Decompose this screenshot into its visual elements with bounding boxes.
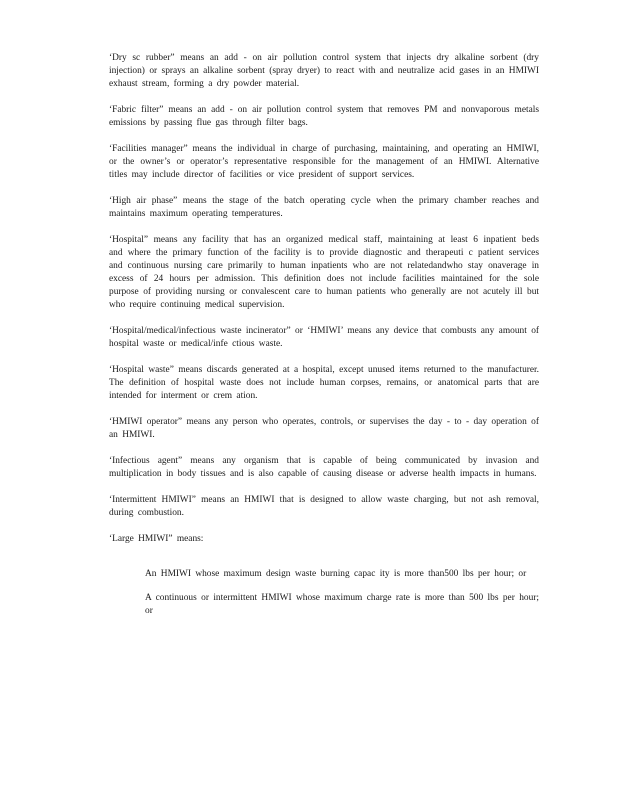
definition-hmiwi: ‘Hospital/medical/infectious waste incinerator” or ‘HMIWI’ means any device that combusts any amount of hospital waste or medical/infe ctious waste. [109,326,539,349]
definition-infectious-agent: ‘Infectious agent” means any organism that is capable of being communicated by invasion and multiplication in body tissues and is also capable of causing disease or adverse health impacts in humans. [109,456,539,479]
definition-hospital: ‘Hospital” means any facility that has an organized medical staff, maintaining at least 6 inpatient beds and where the primary function of the facility is to provide diagnostic and therapeuti c patient services and continuous nursing care primarily to human inpatients who are not relatedandwho stay onaverage in excess of 24 hours per admission. This definition does not include facilities maintained for the sole purpose of providing nursing or convalescent care to human patients who generally are not acutely ill but who require continuing medical supervision. [109,235,539,310]
definition-high-air-phase: ‘High air phase” means the stage of the batch operating cycle when the primary chamber reaches and maintains maximum operating temperatures. [109,196,539,219]
definition-hmiwi-operator: ‘HMIWI operator” means any person who operates, controls, or supervises the day - to - day operation of an HMIWI. [109,417,539,440]
document-body [109,52,539,629]
definition-hospital-waste: ‘Hospital waste” means discards generated at a hospital, except unused items returned to the manufacturer. The definition of hospital waste does not include human corpses, remains, or anatomical parts that are intended for interment or crem ation. [109,365,539,401]
definition-fabric-filter: ‘Fabric filter” means an add - on air pollution control system that removes PM and nonvaporous metals emissions by passing flue gas through filter bags. [109,105,539,128]
large-hmiwi-criterion-2: A continuous or intermittent HMIWI whose maximum charge rate is more than 500 lbs per hour; or [145,593,539,616]
large-hmiwi-criterion-1: An HMIWI whose maximum design waste burning capac ity is more than500 lbs per hour; or [145,569,527,579]
definition-facilities-manager: ‘Facilities manager” means the individual in charge of purchasing, maintaining, and operating an HMIWI, or the owner’s or operator’s representative responsible for the management of an HMIWI. Alternative titles may include director of facilities or vice president of support services. [109,144,539,180]
definition-large-hmiwi: ‘Large HMIWI” means: [109,534,204,544]
definition-dry-scrubber: ‘Dry sc rubber” means an add - on air pollution control system that injects dry alkaline sorbent (dry injection) or sprays an alkaline sorbent (spray dryer) to react with and neutralize acid gases in an HMIWI exhaust stream, forming a dry powder material. [109,53,539,89]
definition-intermittent-hmiwi: ‘Intermittent HMIWI” means an HMIWI that is designed to allow waste charging, but not ash removal, during combustion. [109,495,539,518]
